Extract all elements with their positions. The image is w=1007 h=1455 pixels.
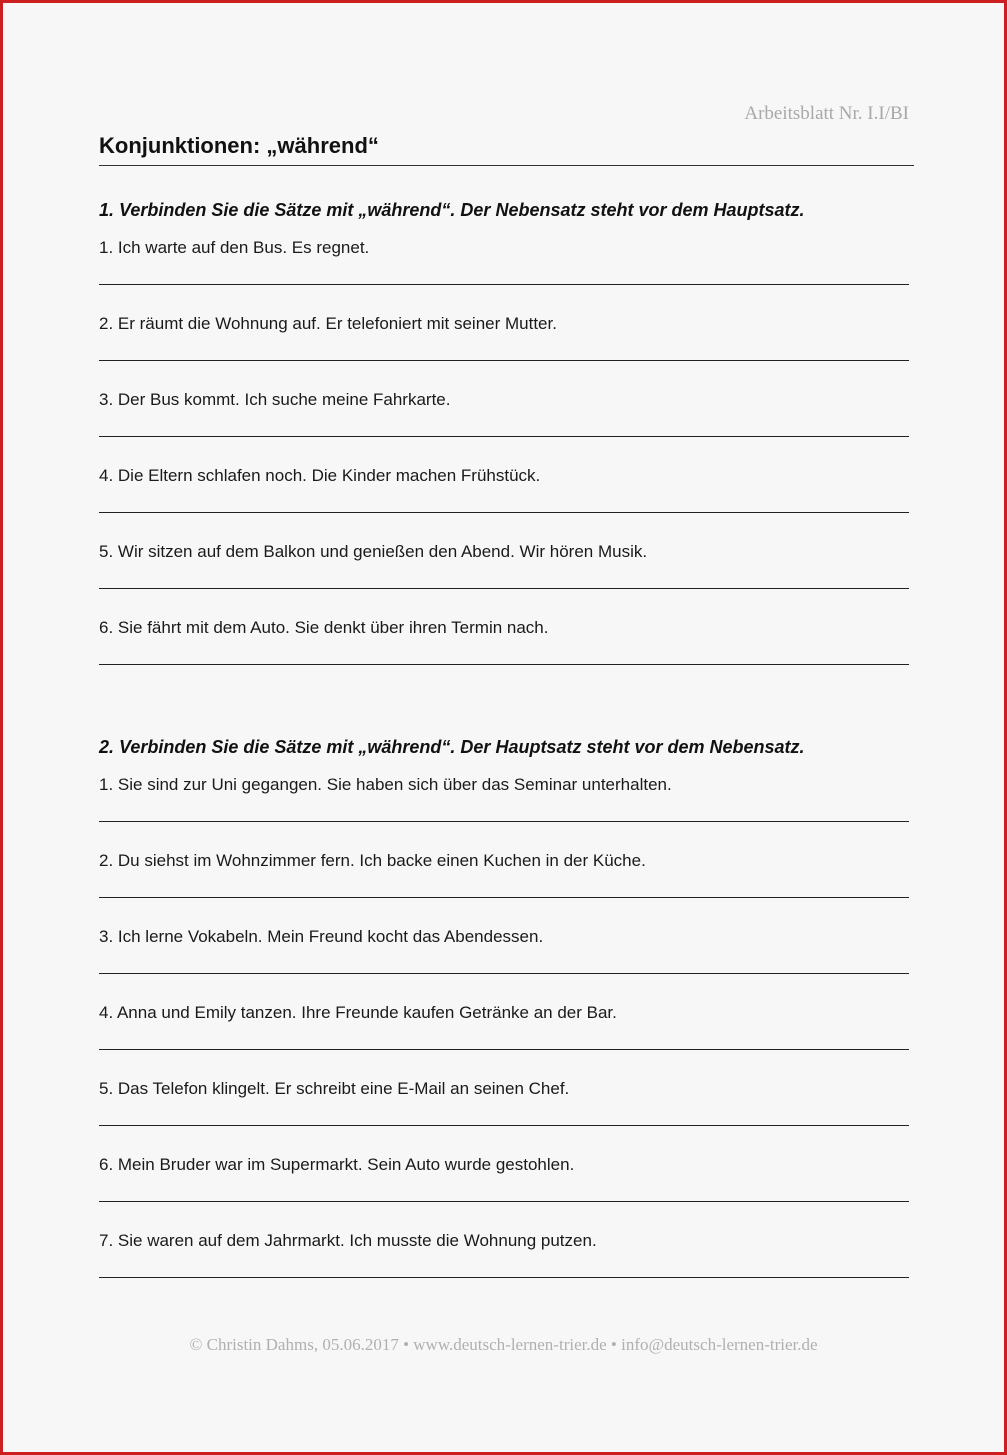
exercise-sentence: 7. Sie waren auf dem Jahrmarkt. Ich musste die Wohnung putzen.	[99, 1231, 597, 1250]
exercise-item	[99, 849, 909, 925]
exercise-item	[99, 464, 909, 540]
exercise-item	[99, 312, 909, 388]
sheet-number: Arbeitsblatt Nr. I.I/BI	[744, 103, 909, 124]
answer-line[interactable]	[99, 897, 909, 898]
exercise-item	[99, 1077, 909, 1153]
exercise-sentence: 5. Das Telefon klingelt. Er schreibt eine E-Mail an seinen Chef.	[99, 1079, 570, 1098]
exercise-item	[99, 1001, 909, 1077]
answer-line[interactable]	[99, 1049, 909, 1050]
section-heading: 1. Verbinden Sie die Sätze mit „während“. Der Nebensatz steht vor dem Hauptsatz.	[99, 200, 805, 220]
exercise-sentence: 3. Der Bus kommt. Ich suche meine Fahrkarte.	[99, 390, 451, 409]
answer-line[interactable]	[99, 1201, 909, 1202]
answer-line[interactable]	[99, 436, 909, 437]
exercise-sentence: 2. Er räumt die Wohnung auf. Er telefoniert mit seiner Mutter.	[99, 314, 557, 333]
exercise-section-2	[99, 735, 909, 1305]
exercise-item	[99, 616, 909, 692]
title-divider	[99, 165, 914, 166]
exercise-sentence: 4. Anna und Emily tanzen. Ihre Freunde kaufen Getränke an der Bar.	[99, 1003, 617, 1022]
exercise-sentence: 2. Du siehst im Wohnzimmer fern. Ich backe einen Kuchen in der Küche.	[99, 851, 646, 870]
answer-line[interactable]	[99, 973, 909, 974]
exercise-sentence: 4. Die Eltern schlafen noch. Die Kinder machen Frühstück.	[99, 466, 541, 485]
exercise-sentence: 1. Sie sind zur Uni gegangen. Sie haben sich über das Seminar unterhalten.	[99, 775, 672, 794]
exercise-item	[99, 1229, 909, 1305]
answer-line[interactable]	[99, 512, 909, 513]
answer-line[interactable]	[99, 1125, 909, 1126]
exercise-item	[99, 236, 909, 312]
exercise-sentence: 1. Ich warte auf den Bus. Es regnet.	[99, 238, 370, 257]
answer-line[interactable]	[99, 1277, 909, 1278]
footer-copyright: © Christin Dahms, 05.06.2017 • www.deutsch-lernen-trier.de • info@deutsch-lernen-trier.de	[189, 1335, 818, 1354]
answer-line[interactable]	[99, 284, 909, 285]
exercise-item	[99, 773, 909, 849]
answer-line[interactable]	[99, 821, 909, 822]
exercise-section-1	[99, 198, 909, 692]
exercise-item	[99, 388, 909, 464]
answer-line[interactable]	[99, 588, 909, 589]
answer-line[interactable]	[99, 360, 909, 361]
exercise-sentence: 3. Ich lerne Vokabeln. Mein Freund kocht das Abendessen.	[99, 927, 544, 946]
section-heading: 2. Verbinden Sie die Sätze mit „während“. Der Hauptsatz steht vor dem Nebensatz.	[99, 737, 805, 757]
exercise-sentence: 5. Wir sitzen auf dem Balkon und genießen den Abend. Wir hören Musik.	[99, 542, 648, 561]
exercise-item	[99, 925, 909, 1001]
exercise-item	[99, 1153, 909, 1229]
answer-line[interactable]	[99, 664, 909, 665]
page-title: Konjunktionen: „während“	[99, 133, 379, 158]
exercise-item	[99, 540, 909, 616]
exercise-sentence: 6. Mein Bruder war im Supermarkt. Sein Auto wurde gestohlen.	[99, 1155, 575, 1174]
exercise-sentence: 6. Sie fährt mit dem Auto. Sie denkt über ihren Termin nach.	[99, 618, 549, 637]
